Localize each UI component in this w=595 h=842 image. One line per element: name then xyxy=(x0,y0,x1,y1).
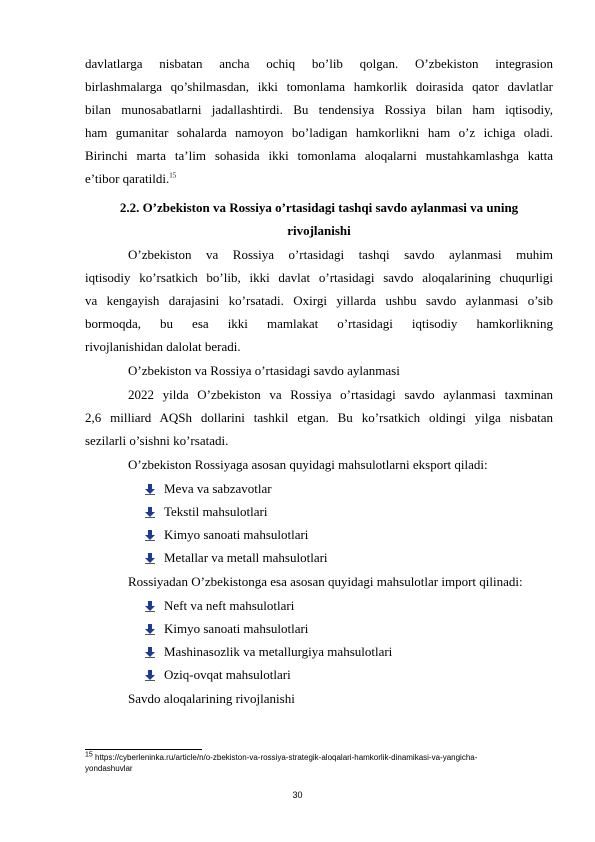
export-item: Meva va sabzavotlar xyxy=(164,481,272,496)
footnote-url[interactable]: https://cyberleninka.ru/article/n/o-zbekiston-va-rossiya-strategik-aloqalari-hamkorlik-dinamikasi-va-yangicha- xyxy=(95,753,478,762)
down-arrow-bullet-icon xyxy=(144,506,156,518)
export-item: Metallar va metall mahsulotlari xyxy=(164,550,328,565)
para3-line-1: 2022 yilda O’zbekiston va Rossiya o’rtasidagi savdo aylanmasi taxminan xyxy=(128,387,553,402)
para2-line-5: rivojlanishidan dalolat beradi. xyxy=(85,339,241,354)
para1-line-3: bilan munosabatlarni jadallashtirdi. Bu tendensiya Rossiya bilan ham iqtisodiy, xyxy=(85,102,553,117)
para2-line-1: O’zbekiston va Rossiya o’rtasidagi tashqi savdo aylanmasi muhim xyxy=(128,247,553,262)
page-number: 30 xyxy=(292,790,303,800)
export-item: Kimyo sanoati mahsulotlari xyxy=(164,527,309,542)
down-arrow-bullet-icon xyxy=(144,623,156,635)
para1-last-text: e’tibor qaratildi. xyxy=(85,171,170,186)
export-item: Tekstil mahsulotlari xyxy=(164,504,268,519)
down-arrow-bullet-icon xyxy=(144,646,156,658)
down-arrow-bullet-icon xyxy=(144,483,156,495)
para2-line-4: bormoqda, bu esa ikki mamlakat o’rtasidagi iqtisodiy hamkorlikning xyxy=(85,316,553,331)
para1-line-1: davlatlarga nisbatan ancha ochiq bo’lib qolgan. O’zbekiston integrasion xyxy=(85,56,553,71)
section-heading-line-2: rivojlanishi xyxy=(287,223,351,238)
import-item: Neft va neft mahsulotlari xyxy=(164,598,295,613)
para1-line-2: birlashmalarga qo’shilmasdan, ikki tomonlama hamkorlik doirasida qator davlatlar xyxy=(85,79,553,94)
down-arrow-bullet-icon xyxy=(144,600,156,612)
para1-line-6 xyxy=(85,168,553,190)
down-arrow-bullet-icon xyxy=(144,529,156,541)
import-intro: Rossiyadan O’zbekistonga esa asosan quyidagi mahsulotlar import qilinadi: xyxy=(128,574,523,589)
export-intro: O’zbekiston Rossiyaga asosan quyidagi mahsulotlarni eksport qiladi: xyxy=(128,457,488,472)
para2-line-2: iqtisodiy ko’rsatkich bo’lib, ikki davlat o’rtasidagi savdo aloqalarining chuqurligi xyxy=(85,270,553,285)
subheading-trade-turnover: O’zbekiston va Rossiya o’rtasidagi savdo aylanmasi xyxy=(128,363,400,378)
import-item: Mashinasozlik va metallurgiya mahsulotlari xyxy=(164,644,393,659)
subheading-trade-development: Savdo aloqalarining rivojlanishi xyxy=(128,691,295,706)
import-item: Oziq-ovqat mahsulotlari xyxy=(164,667,291,682)
section-heading-line-1: 2.2. O’zbekiston va Rossiya o’rtasidagi tashqi savdo aylanmasi va uning xyxy=(119,200,519,215)
para1-line-4: ham gumanitar sohalarda namoyon bo’ladigan hamkorlikni ham o’z ichiga oladi. xyxy=(85,125,553,140)
down-arrow-bullet-icon xyxy=(144,669,156,681)
para2-line-3: va kengayish darajasini ko’rsatadi. Oxirgi yillarda ushbu savdo aylanmasi o’sib xyxy=(85,293,553,308)
footnote-line-2[interactable]: yondashuvlar xyxy=(85,764,133,773)
footnote-ref[interactable]: 15 xyxy=(169,171,177,180)
footnote-separator xyxy=(85,749,202,750)
para3-line-2: 2,6 milliard AQSh dollarini tashkil etgan. Bu ko’rsatkich oldingi yilga nisbatan xyxy=(85,410,553,425)
para3-line-3: sezilarli o’sishni ko’rsatadi. xyxy=(85,433,229,448)
footnote-number: 15 xyxy=(85,751,93,759)
para1-line-5: Birinchi marta ta’lim sohasida ikki tomonlama aloqalarni mustahkamlashga katta xyxy=(85,148,553,163)
down-arrow-bullet-icon xyxy=(144,552,156,564)
footnote-line-1 xyxy=(85,752,555,763)
import-item: Kimyo sanoati mahsulotlari xyxy=(164,621,309,636)
